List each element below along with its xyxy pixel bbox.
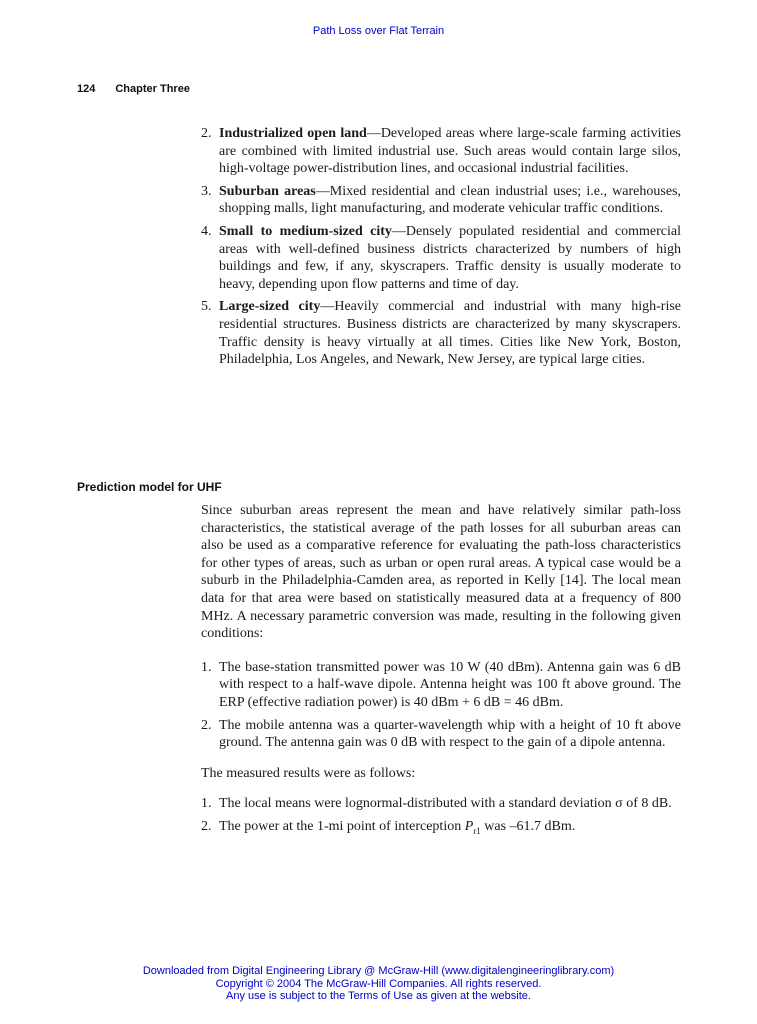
item-text: —Heavily commercial and industrial with many high-rise residential structures. Business districts are characterized by many skyscrapers. Traffic density is heavy virtually at all times. Cities like New York, Boston, Philadelphia, Los Angeles, and Newark, New Jersey, are typical large cities. — [219, 299, 682, 368]
item-text: —Densely populated residential and commercial areas with well-defined business districts characterized by numbers of high buildings and few, if any, skyscrapers. Traffic density is usually moderate to heavy, depending upon flow patterns and time of day. — [219, 223, 681, 292]
item-term: Suburban areas — [219, 183, 316, 199]
footer-terms[interactable]: Any use is subject to the Terms of Use as given at the website. — [226, 990, 531, 1002]
list-item — [201, 659, 681, 712]
terrain-category-list — [201, 125, 681, 369]
list-item — [201, 795, 681, 813]
item-number: 1. — [201, 659, 212, 675]
item-number: 4. — [201, 223, 212, 239]
footer — [0, 965, 757, 1003]
item-text: —Mixed residential and clean industrial uses; i.e., warehouses, shopping malls, light manufacturing, and moderate vehicular traffic conditions. — [219, 183, 681, 217]
item-number: 2. — [201, 818, 212, 834]
results-intro: The measured results were as follows: — [201, 765, 416, 781]
item-text: The local means were lognormal-distributed with a standard deviation σ of 8 dB. — [219, 796, 672, 812]
item-text: —Developed areas where large-scale farming activities are combined with limited industrial use. Such areas would contain large silos, high-voltage power-distribution lines, and occasional industrial facilities. — [219, 126, 681, 177]
item-number: 2. — [201, 126, 212, 141]
power-subscript: r1 — [473, 825, 481, 836]
section-heading: Prediction model for UHF — [77, 480, 222, 494]
item-number: 5. — [201, 299, 212, 315]
item-text: The power at the 1-mi point of interception — [219, 818, 465, 834]
item-term: Small to medium-sized city — [219, 223, 392, 239]
list-item — [201, 717, 681, 752]
list-item — [201, 223, 681, 293]
item-number: 3. — [201, 183, 212, 199]
item-term: Industrialized open land — [219, 126, 367, 141]
item-number: 1. — [201, 796, 212, 812]
results-list — [201, 795, 681, 840]
item-number: 2. — [201, 717, 212, 733]
item-text: The mobile antenna was a quarter-wavelength whip with a height of 10 ft above ground. The antenna gain was 0 dB with respect to the gain of a dipole antenna. — [219, 717, 681, 751]
footer-download-notice[interactable]: Downloaded from Digital Engineering Library @ McGraw-Hill (www.digitalengineeringlibrary.com) — [142, 965, 615, 977]
footer-copyright: Copyright © 2004 The McGraw-Hill Companies. All rights reserved. — [215, 977, 542, 990]
list-item — [201, 818, 681, 840]
conditions-list — [201, 659, 681, 752]
intro-paragraph: Since suburban areas represent the mean and have relatively similar path-loss characteristics, the statistical average of the path losses for all suburban areas can also be used as a comparative reference for evaluating the path-loss characteristics for other types of areas, such as urban or open rural areas. A typical case would be a suburb in the Philadelphia-Camden area, as reported in Kelly [14]. The local mean data for that area were based on statistically measured data at a frequency of 800 MHz. A necessary parametric conversion was made, resulting in the following given conditions: — [201, 503, 681, 642]
page-header — [77, 83, 190, 95]
power-symbol: P — [464, 818, 474, 834]
list-item — [201, 125, 681, 178]
list-item — [201, 183, 681, 218]
item-text-after: was –61.7 dBm. — [480, 818, 576, 834]
uhf-section-body — [201, 502, 681, 845]
chapter-title: Chapter Three — [115, 83, 190, 95]
running-head: Path Loss over Flat Terrain — [312, 25, 445, 37]
page-number: 124 — [77, 83, 96, 95]
item-text: The base-station transmitted power was 10 W (40 dBm). Antenna gain was 6 dB with respect to a half-wave dipole. Antenna height was 100 ft above ground. The ERP (effective radiation power) is 40 dBm + 6 dB = 46 dBm. — [219, 659, 681, 710]
terrain-category-list-container — [201, 125, 681, 374]
list-item — [201, 298, 681, 368]
item-term: Large-sized city — [219, 299, 321, 315]
